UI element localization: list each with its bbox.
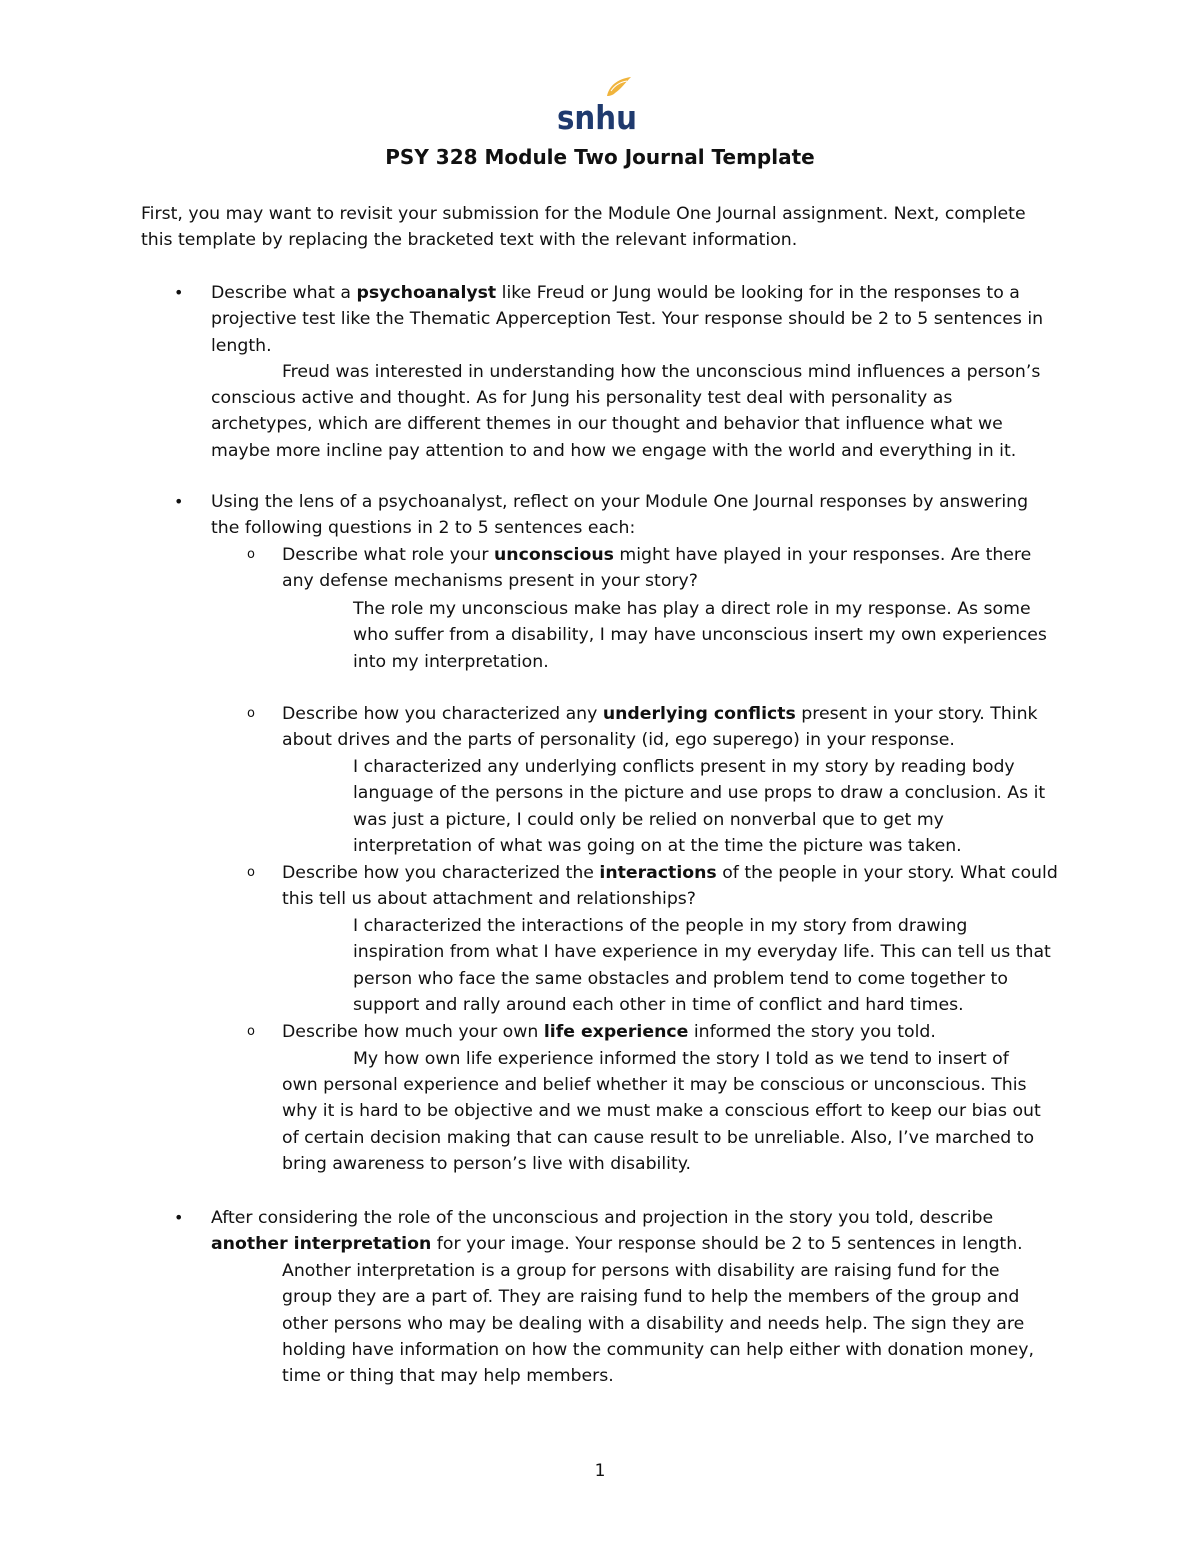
- prompt-line: Describe how you characterized any underlying conflicts present in your story. Think: [282, 704, 1038, 724]
- answer-line: My how own life experience informed the story I told as we tend to insert of: [353, 1049, 1009, 1069]
- snhu-logo: [555, 74, 639, 134]
- question-2d-answer: [282, 1072, 1041, 1177]
- answer-line: other persons who may be dealing with a disability and needs help. The sign they are: [282, 1313, 1025, 1334]
- sub-bullet-marker: o: [247, 1024, 255, 1039]
- answer-line: who suffer from a disability, I may have unconscious insert my own experiences: [353, 625, 1047, 646]
- answer-line: own personal experience and belief whether it may be conscious or unconscious. This: [282, 1075, 1027, 1095]
- answer-line: The role my unconscious make has play a direct role in my response. As some: [353, 599, 1031, 619]
- answer-line: conscious active and thought. As for Jung his personality test deal with personality as: [211, 388, 953, 408]
- prompt-line: projective test like the Thematic Apperception Test. Your response should be 2 to 5 sentences in: [211, 309, 1044, 330]
- snhu-logo-graphic: [555, 74, 639, 134]
- answer-line: person who face the same obstacles and problem tend to come together to: [353, 968, 1008, 989]
- question-2a-prompt: [282, 542, 1031, 595]
- prompt-line: this tell us about attachment and relationships?: [282, 889, 696, 910]
- answer-line: time or thing that may help members.: [282, 1366, 614, 1387]
- prompt-line: length.: [211, 335, 272, 356]
- keyword-unconscious: unconscious: [493, 545, 614, 565]
- prompt-line: Describe what a psychoanalyst like Freud or Jung would be looking for in the responses to a: [211, 283, 1020, 303]
- prompt-line: Using the lens of a psychoanalyst, reflect on your Module One Journal responses by answering: [211, 492, 1029, 512]
- question-2-prompt: [211, 489, 1028, 542]
- answer-line: of certain decision making that can cause result to be unreliable. Also, I’ve marched to: [282, 1127, 1035, 1148]
- question-2a-answer: [353, 596, 1047, 675]
- answer-line: bring awareness to person’s live with disability.: [282, 1153, 691, 1174]
- intro-line: First, you may want to revisit your submission for the Module One Journal assignment. Next, complete: [141, 204, 1026, 224]
- answer-line: interpretation of what was going on at the time the picture was taken.: [353, 835, 962, 856]
- answer-line: Another interpretation is a group for persons with disability are raising fund for the: [282, 1261, 1000, 1281]
- question-2b-answer: [353, 754, 1045, 859]
- keyword-interactions: interactions: [599, 863, 717, 883]
- answer-line: holding have information on how the community can help either with donation money,: [282, 1339, 1034, 1360]
- question-2c-prompt: [282, 860, 1058, 913]
- answer-line: inspiration from what I have experience in my everyday life. This can tell us that: [353, 942, 1051, 963]
- bullet-marker: •: [174, 492, 184, 511]
- answer-line: why it is hard to be objective and we must make a conscious effort to keep our bias out: [282, 1101, 1041, 1122]
- logo-wordmark: snhu: [557, 98, 637, 134]
- question-2d-prompt: Describe how much your own life experience informed the story you told.: [282, 1022, 936, 1042]
- prompt-line: Describe what role your unconscious might have played in your responses. Are there: [282, 545, 1032, 565]
- answer-line: I characterized the interactions of the people in my story from drawing: [353, 916, 968, 936]
- prompt-line: about drives and the parts of personality (id, ego superego) in your response.: [282, 730, 955, 751]
- answer-line: was just a picture, I could only be relied on nonverbal que to get my: [353, 809, 944, 830]
- keyword-underlying-conflicts: underlying conflicts: [602, 704, 796, 724]
- answer-line: into my interpretation.: [353, 651, 549, 672]
- prompt-line: the following questions in 2 to 5 sentences each:: [211, 518, 636, 539]
- answer-line: language of the persons in the picture and use props to draw a conclusion. As it: [353, 783, 1046, 804]
- answer-line: maybe more incline pay attention to and how we engage with the world and everything in it.: [211, 440, 1017, 461]
- prompt-line: After considering the role of the unconscious and projection in the story you told, describe: [211, 1208, 994, 1228]
- intro-paragraph: [141, 201, 1026, 254]
- question-3-prompt: [211, 1205, 1023, 1258]
- page-title: PSY 328 Module Two Journal Template: [385, 145, 815, 169]
- answer-line: archetypes, which are different themes in our thought and behavior that influence what we: [211, 414, 1003, 435]
- page-number: 1: [594, 1461, 606, 1481]
- answer-line: I characterized any underlying conflicts present in my story by reading body: [353, 757, 1015, 777]
- keyword-psychoanalyst: psychoanalyst: [356, 283, 497, 303]
- sub-bullet-marker: o: [247, 547, 255, 562]
- answer-line: group they are a part of. They are raising fund to help the members of the group and: [282, 1287, 1020, 1308]
- question-2b-prompt: [282, 701, 1038, 754]
- prompt-line: another interpretation for your image. Your response should be 2 to 5 sentences in length.: [211, 1234, 1023, 1255]
- answer-line: Freud was interested in understanding how the unconscious mind influences a person’s: [282, 362, 1041, 382]
- bullet-marker: •: [174, 283, 184, 302]
- sub-bullet-marker: o: [247, 865, 255, 880]
- question-2c-answer: [353, 913, 1051, 1018]
- sub-bullet-marker: o: [247, 706, 255, 721]
- prompt-line: Describe how you characterized the interactions of the people in your story. What could: [282, 863, 1058, 883]
- question-3-answer: [282, 1258, 1034, 1389]
- question-1-prompt: [211, 280, 1043, 359]
- intro-line: this template by replacing the bracketed text with the relevant information.: [141, 230, 798, 251]
- question-1-answer: [211, 385, 1016, 464]
- keyword-another-interpretation: another interpretation: [211, 1234, 432, 1255]
- answer-line: support and rally around each other in time of conflict and hard times.: [353, 994, 964, 1015]
- keyword-life-experience: life experience: [543, 1022, 689, 1042]
- prompt-line: any defense mechanisms present in your story?: [282, 571, 698, 592]
- bullet-marker: •: [174, 1208, 184, 1227]
